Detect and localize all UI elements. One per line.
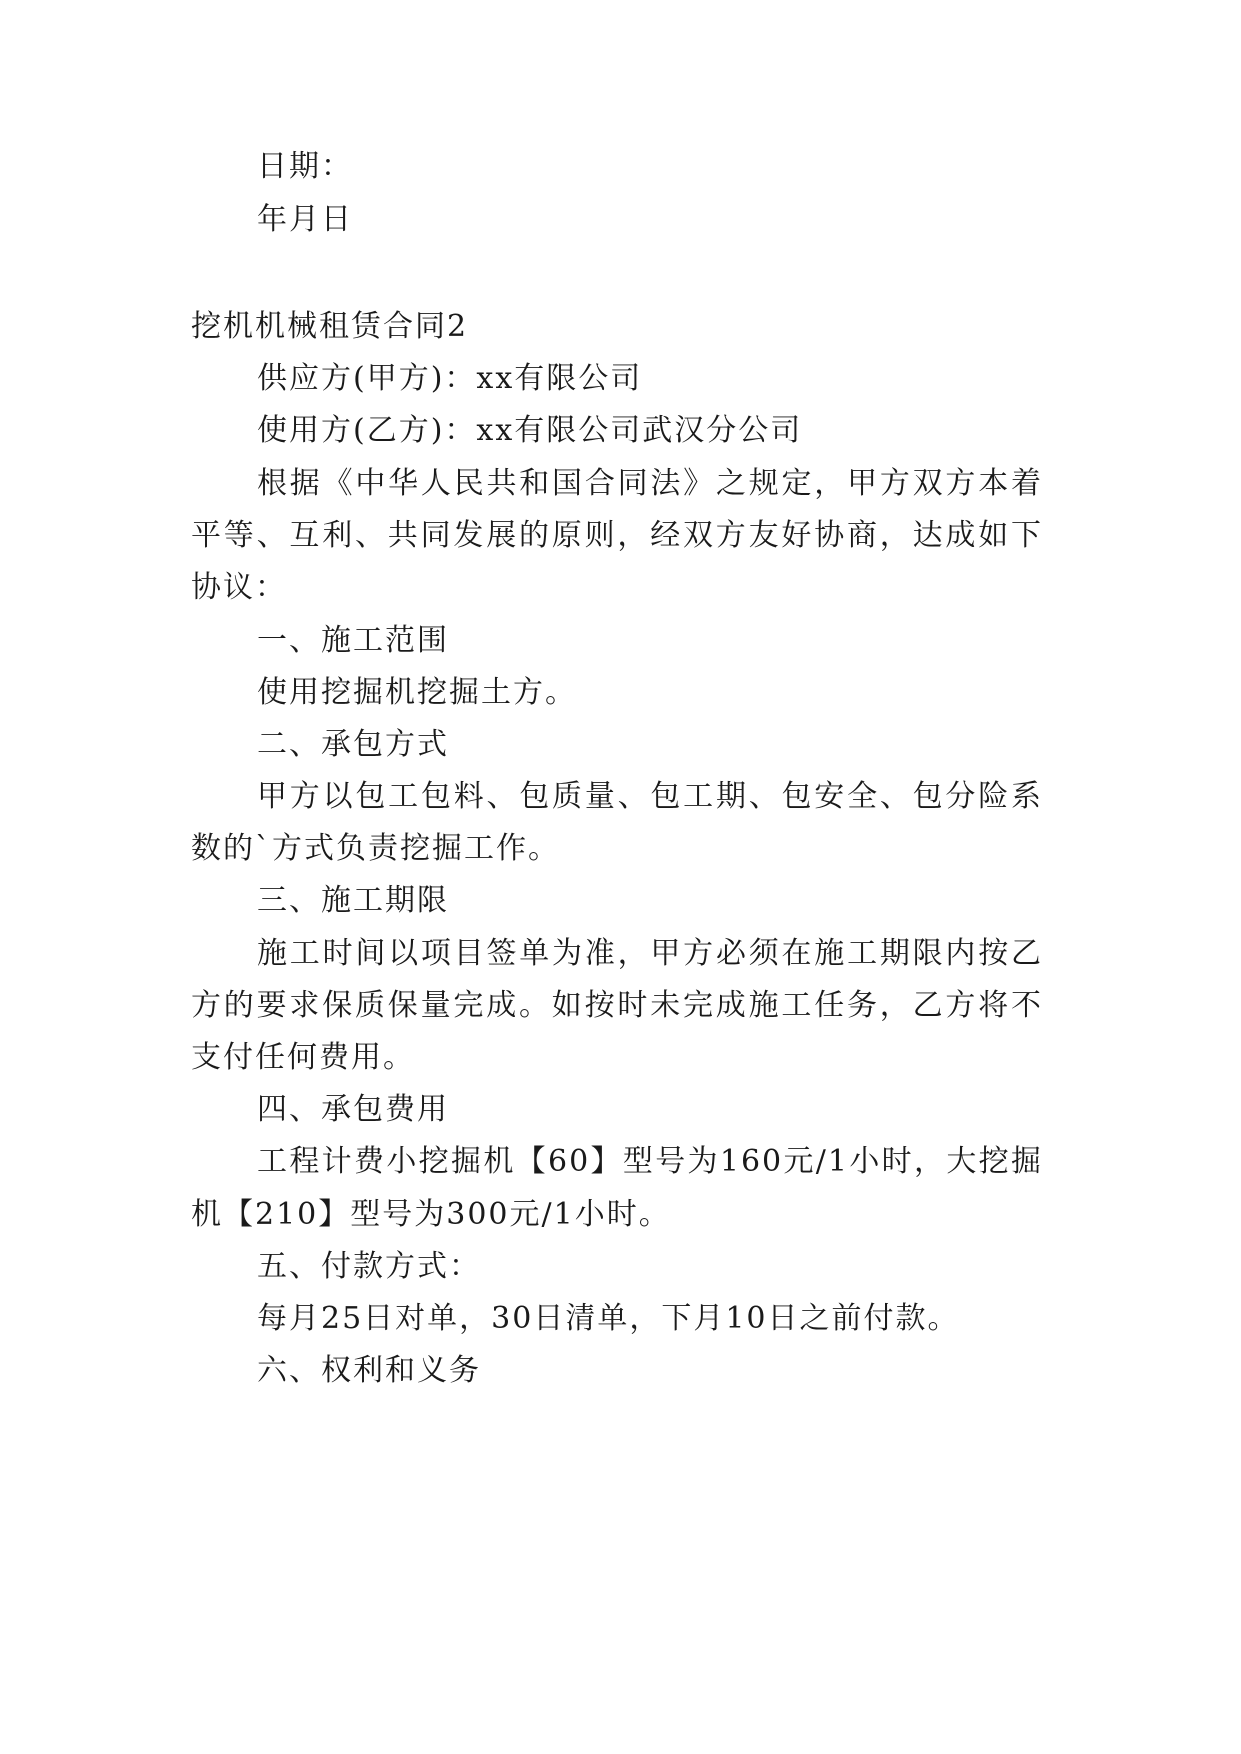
section-heading: 一、施工范围 — [257, 623, 449, 658]
section-heading: 四、承包费用 — [257, 1092, 449, 1127]
section-body: 机【210】型号为300元/1小时。 — [191, 1197, 671, 1232]
section-body: 每月25日对单，30日清单，下月10日之前付款。 — [257, 1301, 960, 1336]
section-body: 支付任何费用。 — [191, 1040, 415, 1075]
section-heading: 三、施工期限 — [257, 883, 449, 918]
section-body: 工程计费小挖掘机【60】型号为160元/1小时，大挖掘 — [257, 1144, 1043, 1179]
intro-line: 协议： — [191, 570, 287, 605]
party-a: 供应方(甲方)：xx有限公司 — [257, 361, 643, 396]
section-heading: 六、权利和义务 — [257, 1353, 481, 1388]
intro-line: 平等、互利、共同发展的原则，经双方友好协商，达成如下 — [191, 518, 1043, 553]
contract-title: 挖机机械租赁合同2 — [191, 309, 469, 344]
section-heading: 二、承包方式 — [257, 727, 449, 762]
party-b: 使用方(乙方)：xx有限公司武汉分公司 — [257, 413, 803, 448]
intro-line: 根据《中华人民共和国合同法》之规定，甲方双方本着 — [257, 466, 1043, 501]
date-value: 年月日 — [257, 202, 353, 237]
section-body: 方的要求保质保量完成。如按时未完成施工任务，乙方将不 — [191, 988, 1043, 1023]
section-body: 数的`方式负责挖掘工作。 — [191, 831, 560, 866]
section-body: 施工时间以项目签单为准，甲方必须在施工期限内按乙 — [257, 936, 1043, 971]
section-heading: 五、付款方式： — [257, 1249, 481, 1284]
section-body: 甲方以包工包料、包质量、包工期、包安全、包分险系 — [257, 779, 1043, 814]
section-body: 使用挖掘机挖掘土方。 — [257, 675, 577, 710]
date-label: 日期： — [257, 149, 353, 184]
